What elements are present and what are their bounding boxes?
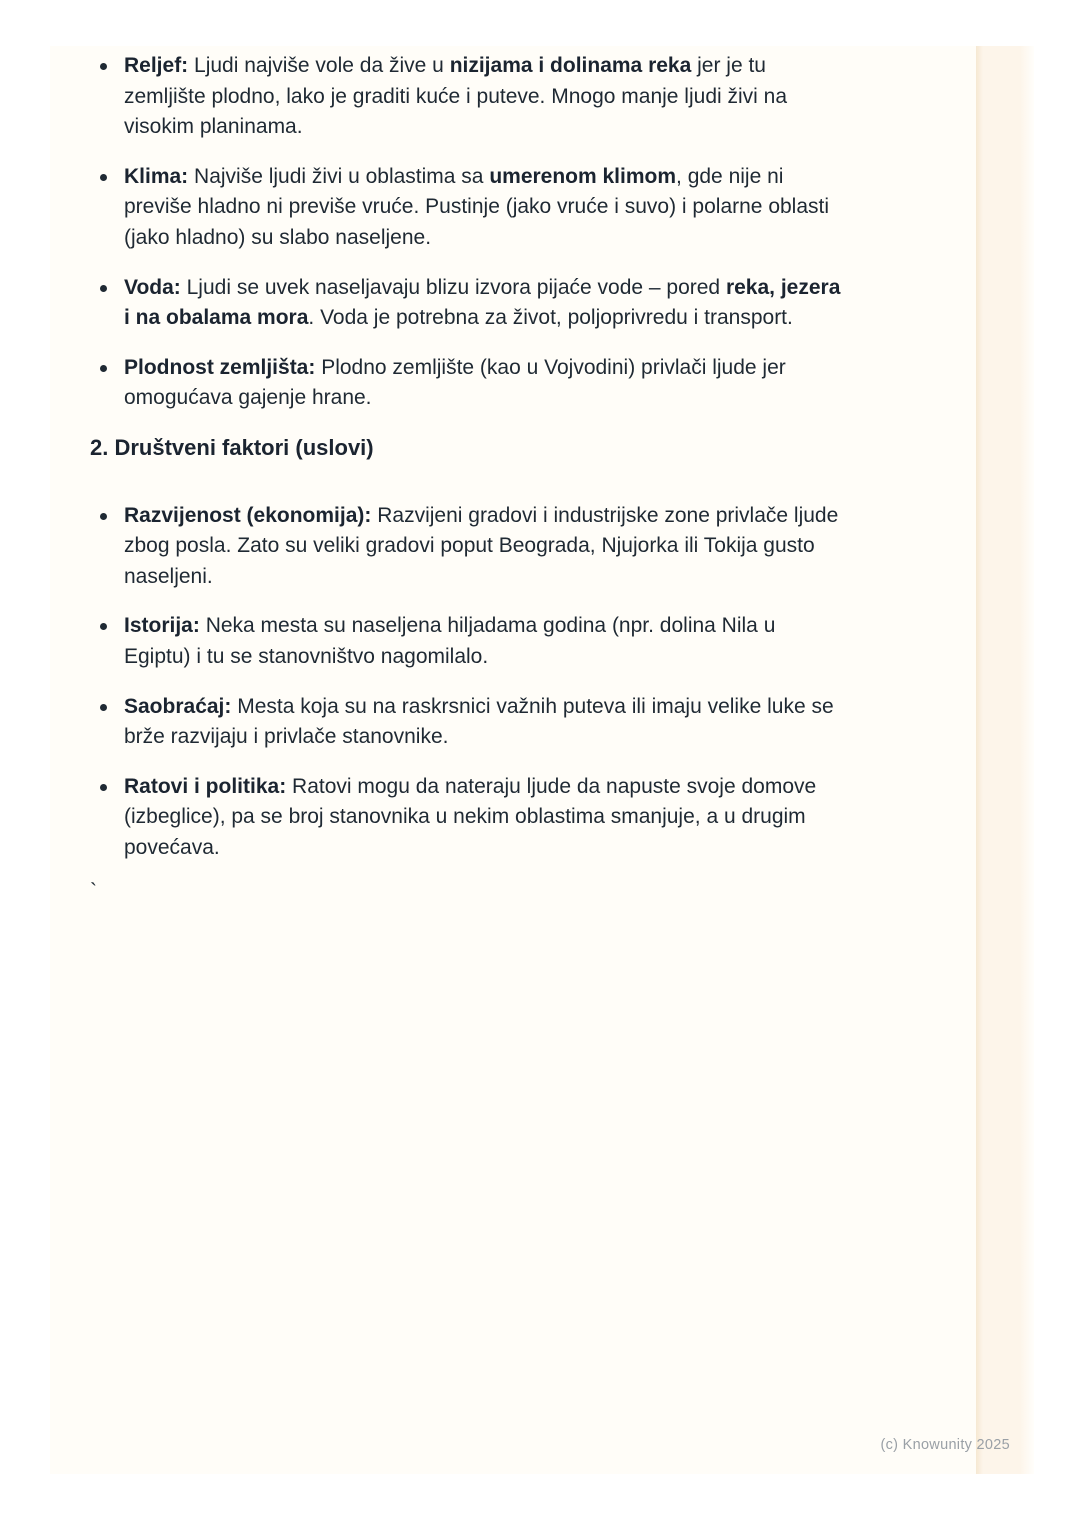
bullet-dot-icon: [100, 784, 107, 791]
bullet-item: [87, 772, 843, 864]
stray-character: `: [90, 880, 97, 904]
bullet-dot-icon: [100, 704, 107, 711]
bullet-item: [87, 273, 843, 334]
document-content: [87, 51, 843, 908]
bullet-text: Klima: Najviše ljudi živi u oblastima sa umerenom klimom, gde nije ni previše hladno ni previše vruće. Pustinje (jako vruće i suvo) i polarne oblasti (jako hladno) su slabo naseljene.: [124, 164, 830, 249]
bullet-item: [87, 353, 843, 414]
copyright-footer: (c) Knowunity 2025: [880, 1437, 1010, 1453]
bullet-item: [87, 501, 843, 593]
bullet-item: [87, 692, 843, 753]
page-edge-strip: [976, 46, 1034, 1474]
bullet-text: Voda: Ljudi se uvek naseljavaju blizu izvora pijaće vode – pored reka, jezera i na obalama mora. Voda je potrebna za život, poljoprivredu i transport.: [124, 275, 841, 330]
bullet-dot-icon: [100, 513, 107, 520]
section-heading: 2. Društveni faktori (uslovi): [90, 434, 374, 460]
physical-factors-list: [87, 51, 843, 414]
bullet-dot-icon: [100, 285, 107, 292]
bullet-item: [87, 51, 843, 143]
bullet-dot-icon: [100, 623, 107, 630]
bullet-text: Reljef: Ljudi najviše vole da žive u nizijama i dolinama reka jer je tu zemljište plodno, lako je graditi kuće i puteve. Mnogo manje ljudi živi na visokim planinama.: [124, 54, 788, 139]
bullet-text: Plodnost zemljišta: Plodno zemljište (kao u Vojvodini) privlači ljude jer omogućava gajenje hrane.: [124, 355, 786, 410]
bullet-text: Ratovi i politika: Ratovi mogu da nateraju ljude da napuste svoje domove (izbeglice), pa se broj stanovnika u nekim oblastima smanjuje, a u drugim povećava.: [124, 774, 817, 859]
bullet-item: [87, 611, 843, 672]
bullet-item: [87, 162, 843, 254]
bullet-text: Istorija: Neka mesta su naseljena hiljadama godina (npr. dolina Nila u Egiptu) i tu se stanovništvo nagomilalo.: [124, 614, 776, 668]
bullet-dot-icon: [100, 174, 107, 181]
bullet-text: Razvijenost (ekonomija): Razvijeni gradovi i industrijske zone privlače ljude zbog posla. Zato su veliki gradovi poput Beograda, Njujorka ili Tokija gusto naseljeni.: [124, 503, 839, 588]
bullet-dot-icon: [100, 63, 107, 70]
bullet-dot-icon: [100, 365, 107, 372]
social-factors-list: [87, 501, 843, 864]
bullet-text: Saobraćaj: Mesta koja su na raskrsnici važnih puteva ili imaju velike luke se brže razvijaju i privlače stanovnike.: [124, 694, 834, 749]
